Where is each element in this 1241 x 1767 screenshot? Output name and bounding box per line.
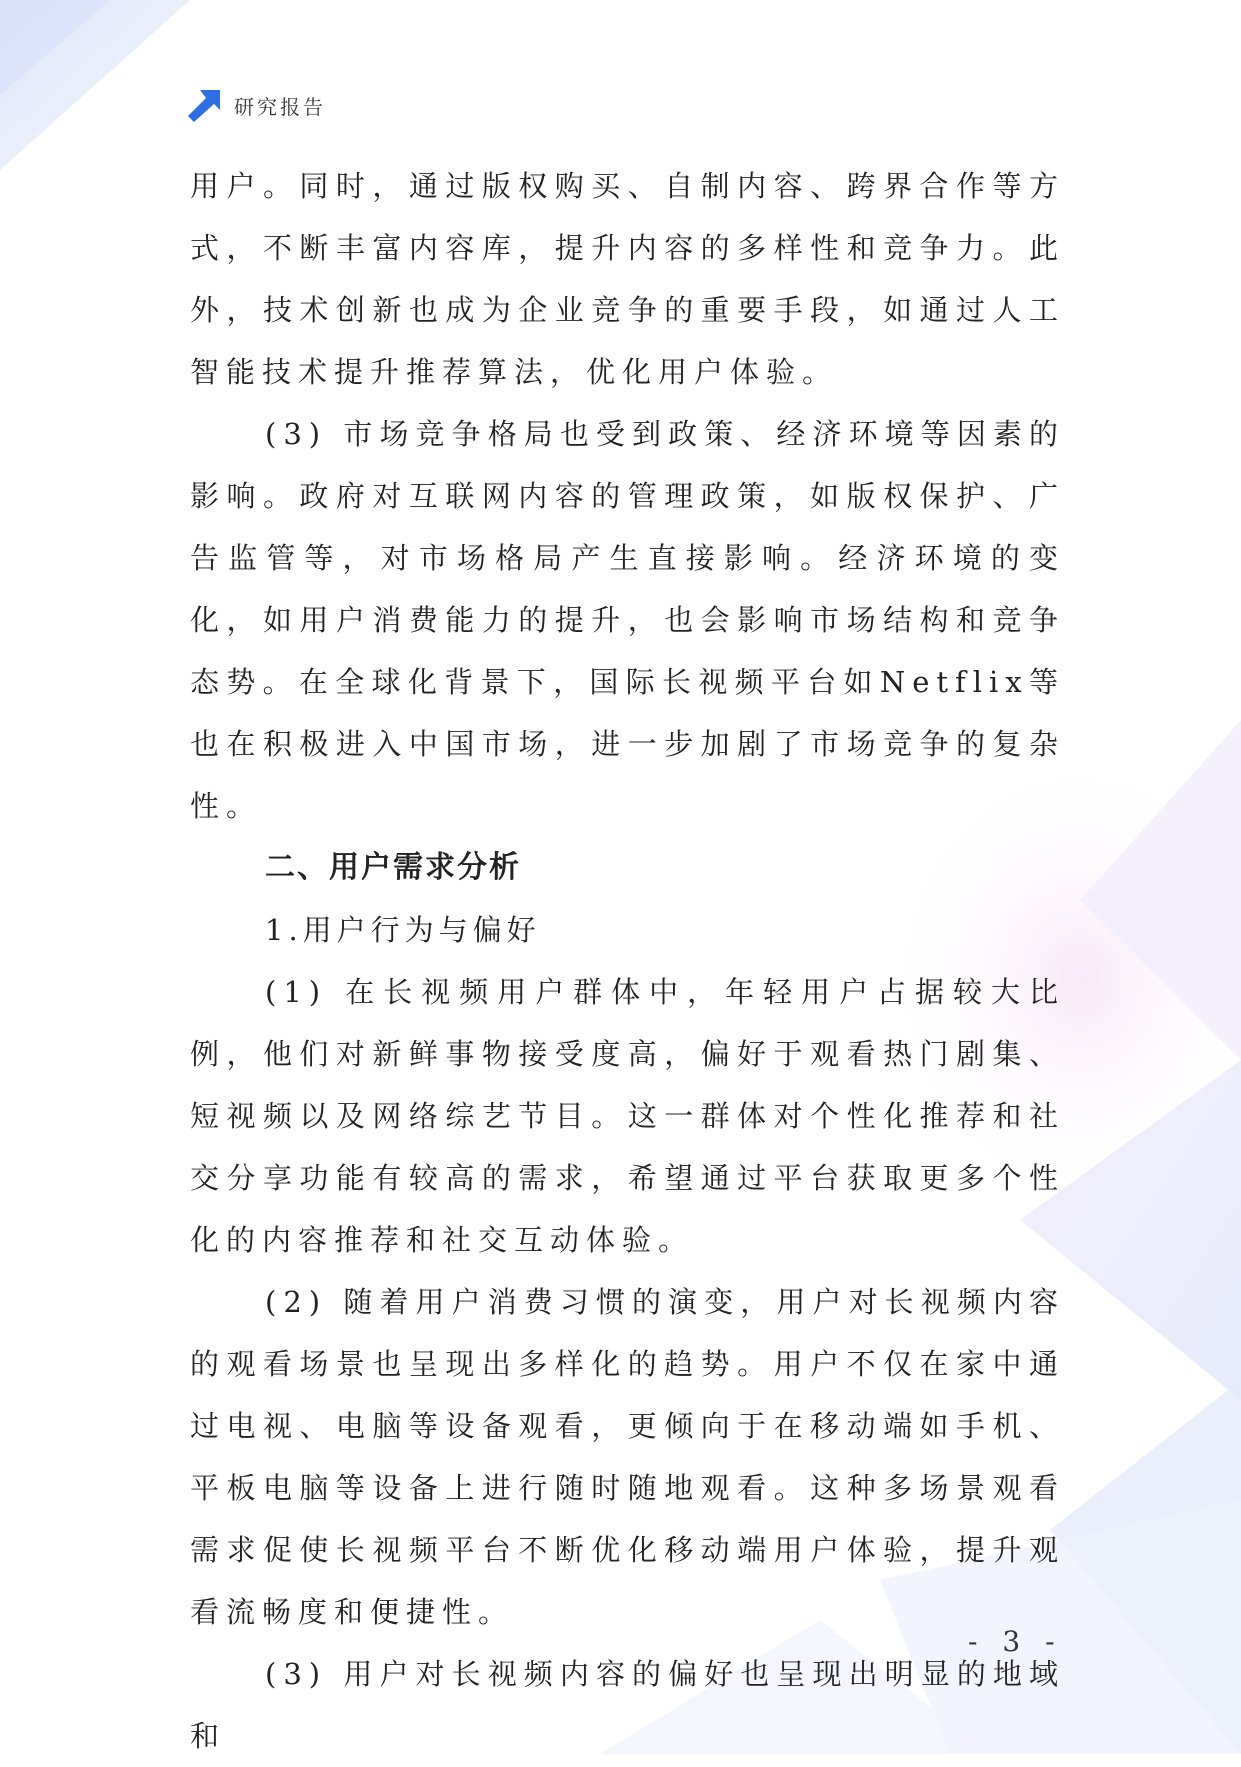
- paragraph: (3) 用户对长视频内容的偏好也呈现出明显的地域和: [190, 1657, 1065, 1753]
- section-heading: 二、用户需求分析: [265, 850, 521, 885]
- header-title: 研究报告: [234, 94, 326, 119]
- report-header: [188, 88, 326, 122]
- paragraph: 用户。同时，通过版权购买、自制内容、跨界合作等方式，不断丰富内容库，提升内容的多样性和竞争力。此外，技术创新也成为企业竞争的重要手段，如通过人工智能技术提升推荐算法，优化用户体验。: [190, 169, 1065, 389]
- subsection-heading: 1.用户行为与偏好: [265, 913, 541, 947]
- document-body: [190, 155, 1065, 1767]
- paragraph: (3) 市场竞争格局也受到政策、经济环境等因素的影响。政府对互联网内容的管理政策，如版权保护、广告监管等，对市场格局产生直接影响。经济环境的变化，如用户消费能力的提升，也会影响市场结构和竞争态势。在全球化背景下，国际长视频平台如Netflix等也在积极进入中国市场，进一步加剧了市场竞争的复杂性。: [190, 417, 1065, 823]
- paragraph: (2) 随着用户消费习惯的演变，用户对长视频内容的观看场景也呈现出多样化的趋势。用户不仅在家中通过电视、电脑等设备观看，更倾向于在移动端如手机、平板电脑等设备上进行随时随地观看。这种多场景观看需求促使长视频平台不断优化移动端用户体验，提升观看流畅度和便捷性。: [190, 1285, 1065, 1629]
- page-number: - 3 -: [968, 1625, 1063, 1658]
- arrow-up-right-icon: [188, 88, 222, 122]
- paragraph: (1) 在长视频用户群体中，年轻用户占据较大比例，他们对新鲜事物接受度高，偏好于观看热门剧集、短视频以及网络综艺节目。这一群体对个性化推荐和社交分享功能有较高的需求，希望通过平台获取更多个性化的内容推荐和社交互动体验。: [190, 975, 1065, 1257]
